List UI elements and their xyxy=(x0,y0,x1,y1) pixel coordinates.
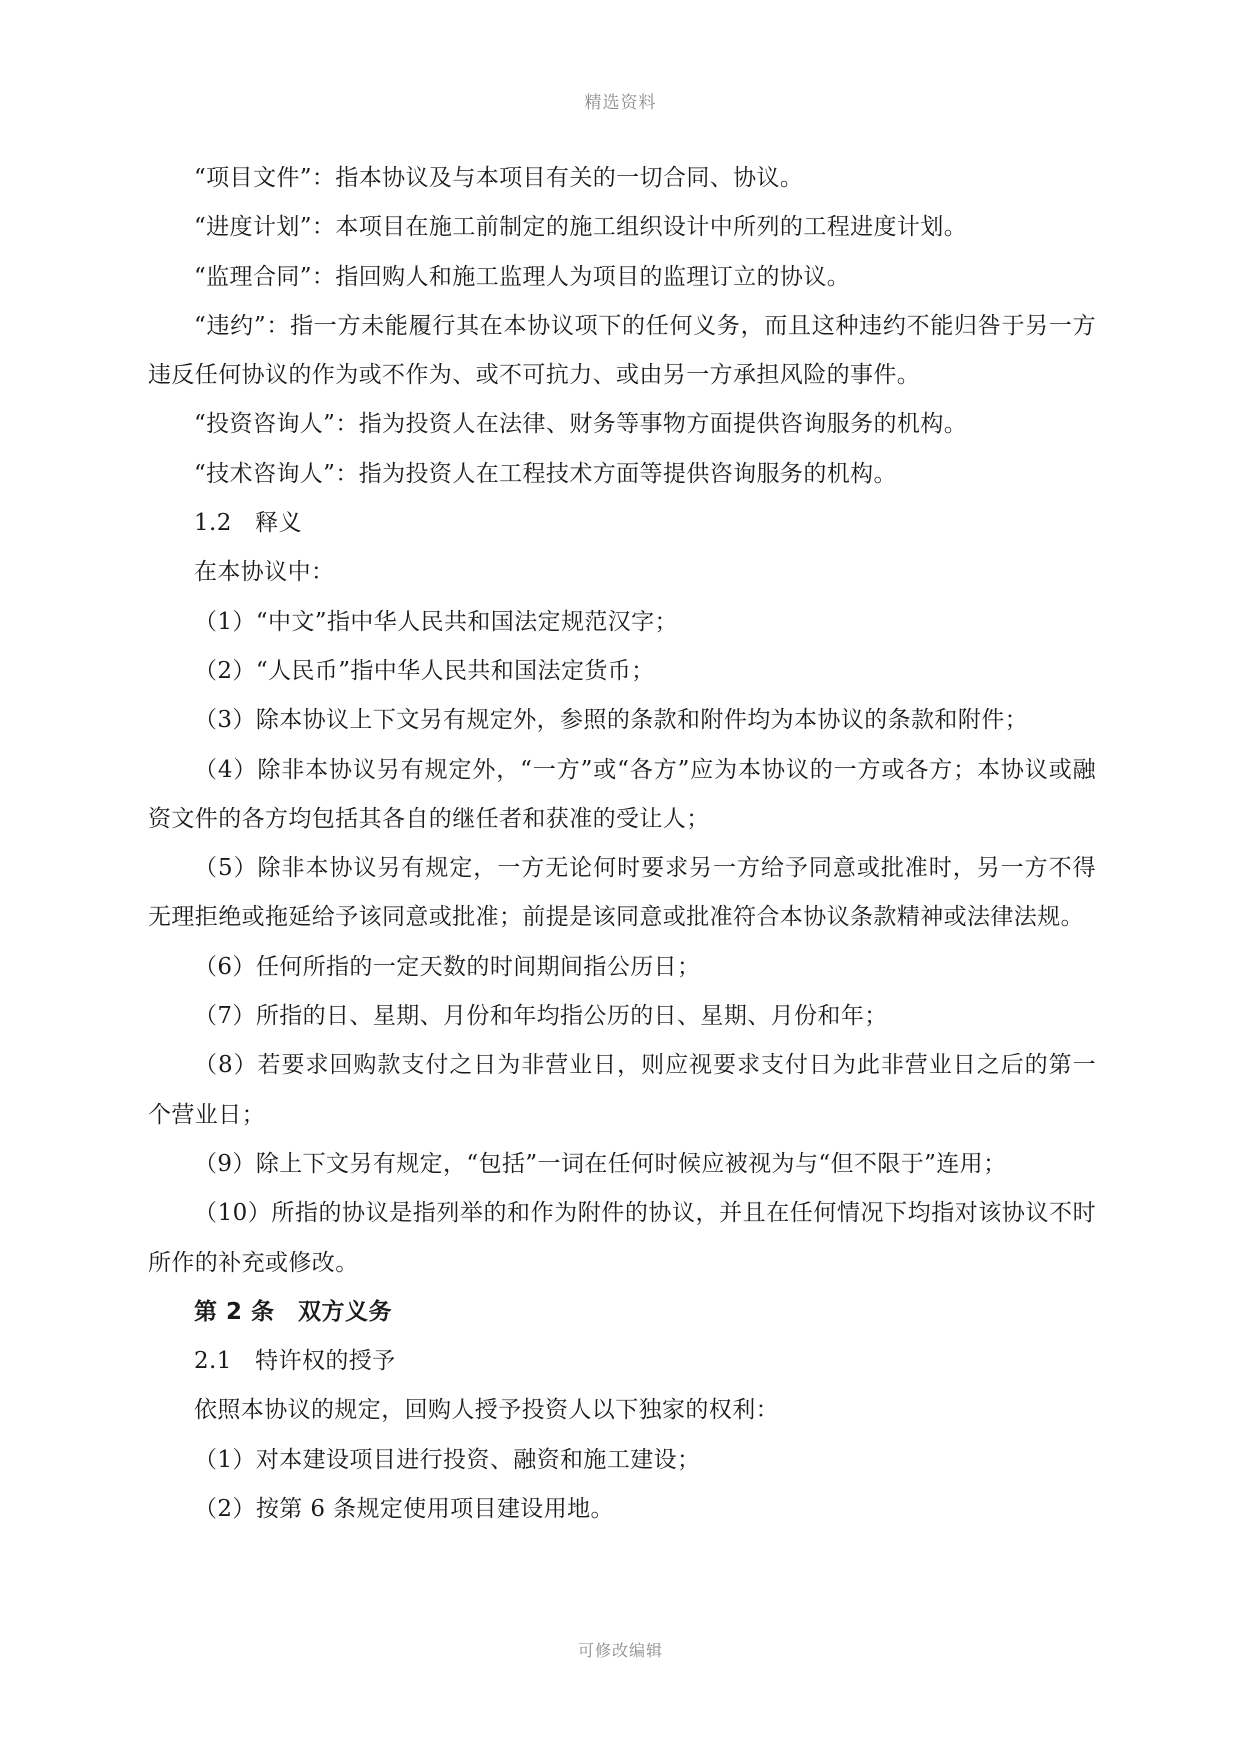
section-2-1-heading: 2.1 特许权的授予 xyxy=(194,1348,396,1375)
interpretation-item-7: （7）所指的日、星期、月份和年均指公历的日、星期、月份和年； xyxy=(194,1003,888,1030)
definition-project-documents: “项目文件”：指本协议及与本项目有关的一切合同、协议。 xyxy=(194,165,804,191)
page-footer: 可修改编辑 xyxy=(577,1641,663,1660)
interpretation-item-5: （5）除非本协议另有规定，一方无论何时要求另一方给予同意或批准时，另一方不得无理拒绝或拖延给予该同意或批准；前提是该同意或批准符合本协议条款精神或法律法规。 xyxy=(148,855,1096,931)
interpretation-item-3: （3）除本协议上下文另有规定外，参照的条款和附件均为本协议的条款和附件； xyxy=(194,707,1029,734)
interpretation-intro: 在本协议中： xyxy=(194,559,335,586)
section-1-2-heading: 1.2 释义 xyxy=(194,510,302,537)
interpretation-item-8: （8）若要求回购款支付之日为非营业日，则应视要求支付日为此非营业日之后的第一个营业日； xyxy=(148,1052,1096,1128)
article-2-heading: 第 2 条 双方义务 xyxy=(194,1298,393,1325)
grant-item-1: （1）对本建设项目进行投资、融资和施工建设； xyxy=(194,1446,701,1473)
grant-intro: 依照本协议的规定，回购人授予投资人以下独家的权利： xyxy=(194,1397,779,1424)
interpretation-item-1: （1）“中文”指中华人民共和国法定规范汉字； xyxy=(194,608,678,635)
interpretation-item-2: （2）“人民币”指中华人民共和国法定货币； xyxy=(194,657,655,684)
definition-supervision-contract: “监理合同”：指回购人和施工监理人为项目的监理订立的协议。 xyxy=(194,263,851,290)
page-header: 精选资料 xyxy=(584,93,657,113)
interpretation-item-4: （4）除非本协议另有规定外，“一方”或“各方”应为本协议的一方或各方；本协议或融资文件的各方均包括其各自的继任者和获准的受让人； xyxy=(148,756,1096,832)
interpretation-item-10: （10）所指的协议是指列举的和作为附件的协议，并且在任何情况下均指对该协议不时所作的补充或修改。 xyxy=(148,1200,1096,1276)
definition-technical-consultant: “技术咨询人”：指为投资人在工程技术方面等提供咨询服务的机构。 xyxy=(194,460,897,487)
interpretation-item-9: （9）除上下文另有规定，“包括”一词在任何时候应被视为与“但不限于”连用； xyxy=(194,1150,1007,1177)
definition-investment-consultant: “投资咨询人”：指为投资人在法律、财务等事物方面提供咨询服务的机构。 xyxy=(194,411,968,438)
grant-item-2: （2）按第 6 条规定使用项目建设用地。 xyxy=(194,1496,614,1523)
document-body xyxy=(148,154,1096,1534)
definition-default: “违约”：指一方未能履行其在本协议项下的任何义务，而且这种违约不能归咎于另一方违反任何协议的作为或不作为、或不可抗力、或由另一方承担风险的事件。 xyxy=(148,312,1096,389)
interpretation-item-6: （6）任何所指的一定天数的时间期间指公历日； xyxy=(194,953,701,980)
definition-schedule: “进度计划”：本项目在施工前制定的施工组织设计中所列的工程进度计划。 xyxy=(194,214,968,241)
